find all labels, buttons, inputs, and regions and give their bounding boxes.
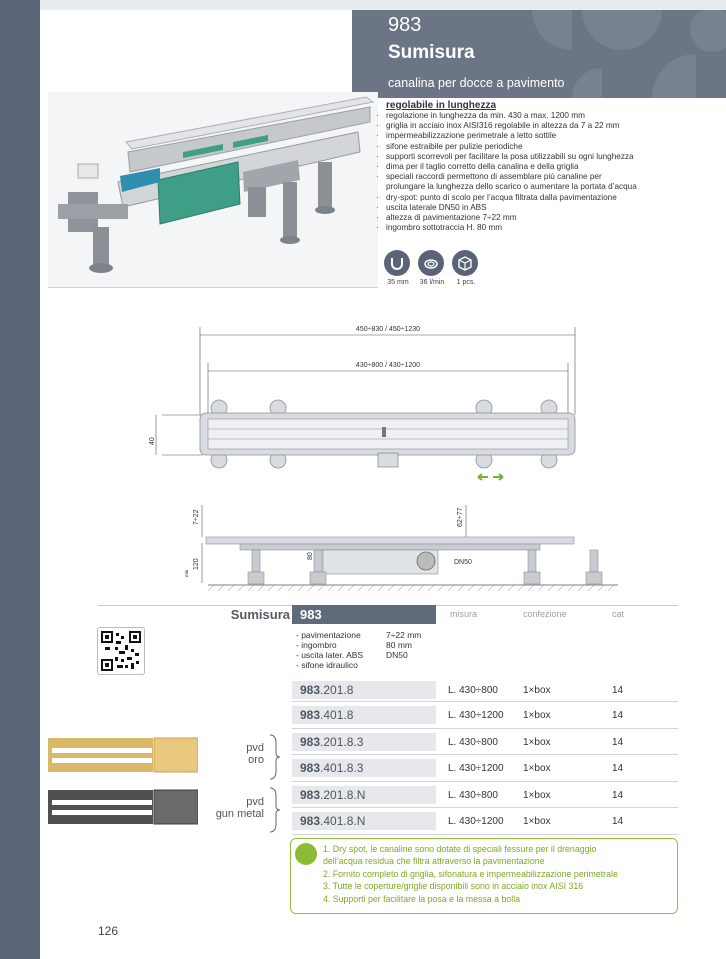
dimension-grid: 7÷22 <box>193 509 200 525</box>
brace-gun-metal <box>268 786 282 834</box>
product-subtitle: canalina per docce a pavimento <box>388 76 565 90</box>
table-row: L. 430÷800 1×box 14 <box>448 685 624 696</box>
notes-box <box>290 838 678 914</box>
note-item: dell’acqua residua che filtra attraverso la pavimentazione <box>323 856 545 867</box>
dimension-body: 80 <box>307 552 314 560</box>
row-divider <box>292 807 678 808</box>
page-number: 126 <box>98 924 119 938</box>
row-divider <box>292 781 678 782</box>
feature-title: regolabile in lunghezza <box>386 100 497 111</box>
header-misura: misura <box>450 609 478 619</box>
product-code: 983 <box>388 14 422 36</box>
article-code: 983.401.8.3 <box>292 759 436 777</box>
table-row: L. 430÷800 1×box 14 <box>448 737 624 748</box>
swatch-gold <box>48 736 198 774</box>
row-divider <box>292 834 678 835</box>
feature-item: · impermeabilizzazione perimetrale a letto sottile <box>376 131 557 141</box>
icon-labels: 35 mm 36 l/min 1 pcs. <box>387 279 476 286</box>
feature-item: · griglia in acciaio inox AISI316 regolabile in altezza da 7 a 22 mm <box>376 121 620 131</box>
feature-icons <box>384 250 478 276</box>
table-row: L. 430÷1200 1×box 14 <box>448 816 624 827</box>
spec-list: - pavimentazione 7÷22 mm - ingombro 80 mm - uscita later. ABS DN50 - sifone idraulico <box>296 630 422 670</box>
header-cat: cat <box>612 609 625 619</box>
article-code: 983.401.8.N <box>292 812 436 830</box>
table-row: L. 430÷800 1×box 14 <box>448 790 624 801</box>
feature-item: · regolazione in lunghezza da min. 430 a max. 1200 mm <box>376 111 585 120</box>
qr-code[interactable] <box>97 627 145 675</box>
table-row: L. 430÷1200 1×box 14 <box>448 710 624 721</box>
product-photo <box>48 92 378 288</box>
article-code: 983.401.8 <box>292 706 436 724</box>
variant-label-gun-metal: pvd gun metal <box>215 796 264 820</box>
product-header <box>352 10 726 98</box>
dimension-min: min <box>184 569 189 577</box>
feature-item: · supporti scorrevoli per facilitare la posa utilizzabili su ogni lunghezza <box>376 151 634 161</box>
table-product-name: Sumisura <box>230 607 290 622</box>
row-divider <box>292 754 678 755</box>
dimension-adjust: 62÷77 <box>457 507 464 527</box>
article-code: 983.201.8.3 <box>292 733 436 751</box>
feature-item: prolungare la lunghezza dello scarico o aumentare la portata d’acqua <box>386 182 637 192</box>
table-row: L. 430÷1200 1×box 14 <box>448 763 624 774</box>
technical-drawing <box>148 315 628 600</box>
swatch-gun-metal <box>48 788 198 826</box>
feature-list <box>376 100 721 233</box>
feature-item: · altezza di pavimentazione 7÷22 mm <box>376 213 517 223</box>
outlet-label: DN50 <box>454 559 472 566</box>
dimension-outer: 450÷830 / 450÷1230 <box>355 326 421 333</box>
info-icon <box>295 843 317 865</box>
catalog-page <box>40 0 726 959</box>
height-icon <box>384 250 410 276</box>
feature-item: · sifone estraibile per pulizie periodiche <box>376 141 523 151</box>
product-name: Sumisura <box>388 42 475 63</box>
dimension-height: 40 <box>149 437 156 445</box>
flow-icon <box>418 250 444 276</box>
feature-item: · speciali raccordi permettono di assemblare più canaline per <box>376 172 602 182</box>
dimension-inner: 430÷800 / 430÷1200 <box>355 362 421 369</box>
row-divider <box>292 728 678 729</box>
feature-item: · ingombro sottotraccia H. 80 mm <box>376 223 503 233</box>
note-item: 2. Fornito completo di griglia, sifonatura e impermeabilizzazione perimetrale <box>323 868 618 879</box>
note-item: 4. Supporti per facilitare la posa e la messa a bolla <box>323 893 521 904</box>
variant-label-gold: pvd oro <box>246 742 264 766</box>
note-item: 1. Dry spot, le canaline sono dotate di speciali fessure per il drenaggio <box>323 844 597 854</box>
brace-gold <box>268 733 282 781</box>
article-code: 983.201.8 <box>292 681 436 699</box>
note-item: 3. Tutte le coperture/griglie disponibili sono in acciaio inox AISI 316 <box>323 881 584 892</box>
dimension-base: 120 <box>193 558 200 570</box>
feature-item: · dima per il taglio corretto della canalina e della griglia <box>376 162 579 172</box>
row-divider <box>292 701 678 702</box>
package-icon <box>452 250 478 276</box>
header-confezione: confezione <box>523 609 567 619</box>
feature-item: · dry-spot: punto di scolo per l’acqua filtrata dalla pavimentazione <box>376 192 617 202</box>
table-product-code: 983 <box>292 605 436 624</box>
feature-item: · uscita laterale DN50 in ABS <box>376 202 487 212</box>
top-strip <box>40 0 726 10</box>
article-code: 983.201.8.N <box>292 786 436 804</box>
left-color-band <box>0 0 40 959</box>
